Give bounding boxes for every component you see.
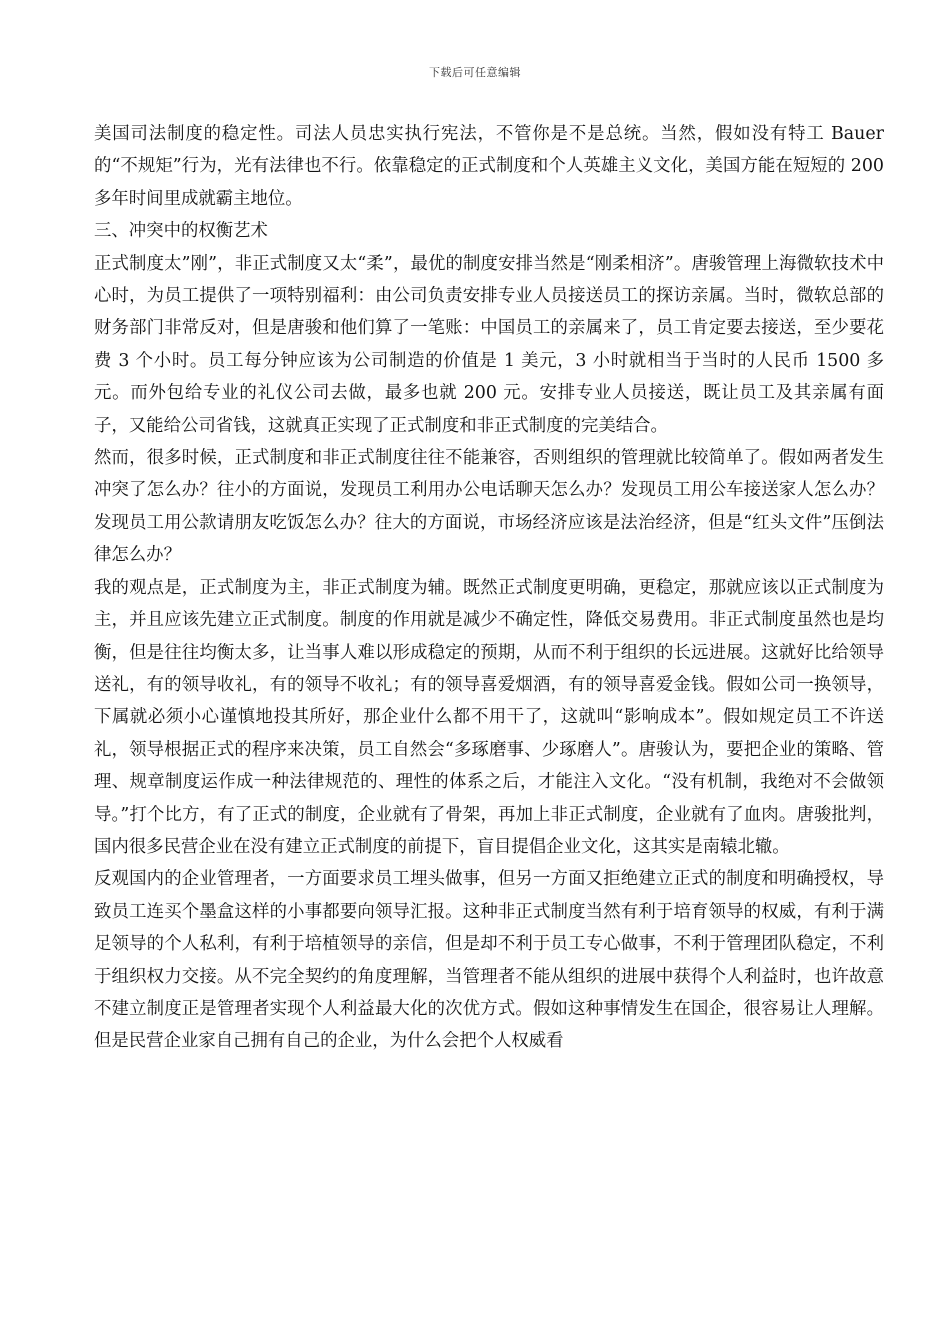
section-heading: 三、冲突中的权衡艺术	[94, 221, 268, 242]
document-body	[94, 118, 884, 1058]
paragraph-4: 我的观点是，正式制度为主，非正式制度为辅。既然正式制度更明确，更稳定，那就应该以正式制度为主，并且应该先建立正式制度。制度的作用就是减少不确定性，降低交易费用。非正式制度虽然也是均衡，但是往往均衡太多，让当事人难以形成稳定的预期，从而不利于组织的长远进展。这就好比给领导送礼，有的领导收礼，有的领导不收礼；有的领导喜爱烟酒，有的领导喜爱金钱。假如公司一换领导，下属就必须小心谨慎地投其所好，那企业什么都不用干了，这就叫“影响成本”。假如规定员工不许送礼，领导根据正式的程序来决策，员工自然会“多琢磨事、少琢磨人”。唐骏认为，要把企业的策略、管理、规章制度运作成一种法律规范的、理性的体系之后，才能注入文化。“没有机制，我绝对不会做领导。”打个比方，有了正式的制度，企业就有了骨架，再加上非正式制度，企业就有了血肉。唐骏批判，国内很多民营企业在没有建立正式制度的前提下，盲目提倡企业文化，这其实是南辕北辙。	[94, 577, 884, 857]
paragraph-3: 然而，很多时候，正式制度和非正式制度往往不能兼容，否则组织的管理就比较简单了。假如两者发生冲突了怎么办？往小的方面说，发现员工利用办公电话聊天怎么办？发现员工用公车接送家人怎么办？发现员工用公款请朋友吃饭怎么办？往大的方面说，市场经济应该是法治经济，但是“红头文件”压倒法律怎么办？	[94, 448, 884, 566]
paragraph-5: 反观国内的企业管理者，一方面要求员工埋头做事，但另一方面又拒绝建立正式的制度和明确授权，导致员工连买个墨盒这样的小事都要向领导汇报。这种非正式制度当然有利于培育领导的权威，有利于满足领导的个人私利，有利于培植领导的亲信，但是却不利于员工专心做事，不利于管理团队稳定，不利于组织权力交接。从不完全契约的角度理解，当管理者不能从组织的进展中获得个人利益时，也许故意不建立制度正是管理者实现个人利益最大化的次优方式。假如这种事情发生在国企，很容易让人理解。但是民营企业家自己拥有自己的企业，为什么会把个人权威看	[94, 869, 884, 1052]
header-note: 下载后可任意编辑	[429, 66, 521, 79]
paragraph-1: 美国司法制度的稳定性。司法人员忠实执行宪法，不管你是不是总统。当然，假如没有特工 Bauer 的“不规矩”行为，光有法律也不行。依靠稳定的正式制度和个人英雄主义文化，美国方能在短短的 200 多年时间里成就霸主地位。	[94, 124, 884, 209]
paragraph-2: 正式制度太”刚”，非正式制度又太“柔”，最优的制度安排当然是“刚柔相济”。唐骏管理上海微软技术中心时，为员工提供了一项特别福利：由公司负责安排专业人员接送员工的探访亲属。当时，微软总部的财务部门非常反对，但是唐骏和他们算了一笔账：中国员工的亲属来了，员工肯定要去接送，至少要花费 3 个小时。员工每分钟应该为公司制造的价值是 1 美元，3 小时就相当于当时的人民币 1500 多元。而外包给专业的礼仪公司去做，最多也就 200 元。安排专业人员接送，既让员工及其亲属有面子，又能给公司省钱，这就真正实现了正式制度和非正式制度的完美结合。	[94, 253, 884, 436]
